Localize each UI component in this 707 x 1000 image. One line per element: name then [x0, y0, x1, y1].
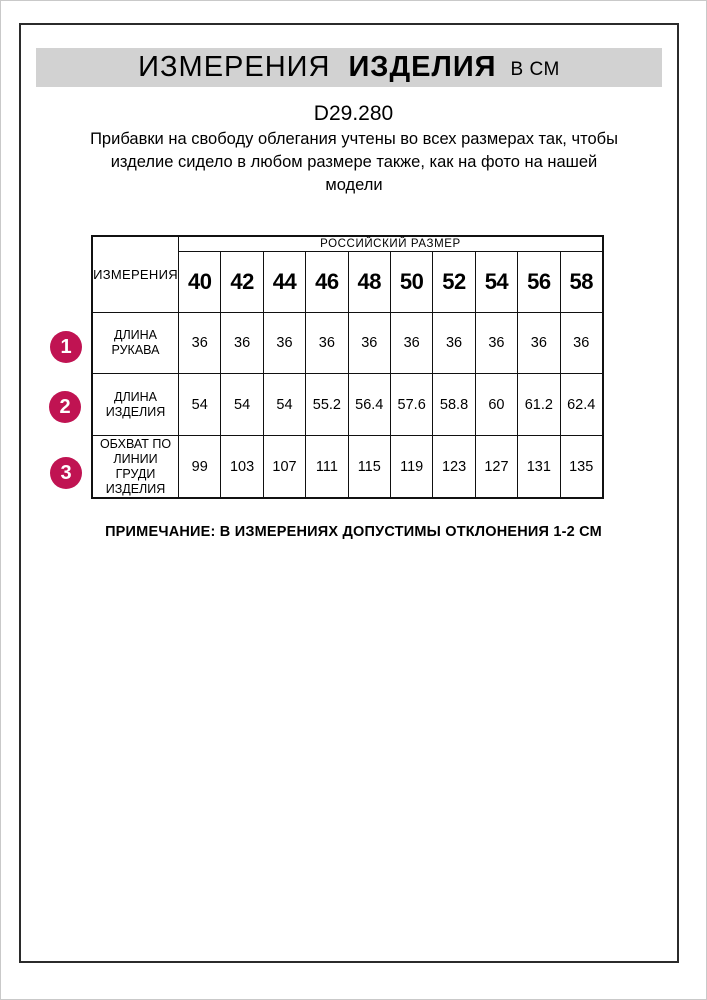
size-header-50: 50	[390, 252, 432, 313]
row-number-badge: 1	[50, 331, 82, 363]
measurements-corner-label: ИЗМЕРЕНИЯ	[92, 236, 179, 313]
size-header-54: 54	[475, 252, 517, 313]
measurement-value: 103	[221, 436, 263, 499]
russian-size-group-header: РОССИЙСКИЙ РАЗМЕР	[179, 236, 603, 252]
measurement-value: 36	[390, 313, 432, 374]
product-code: D29.280	[313, 102, 394, 125]
size-table	[91, 235, 604, 499]
size-header-46: 46	[306, 252, 348, 313]
measurement-value: 36	[263, 313, 305, 374]
measurement-value: 54	[263, 374, 305, 436]
measurement-value: 36	[221, 313, 263, 374]
row-number-badge: 2	[49, 391, 81, 423]
size-header-42: 42	[221, 252, 263, 313]
measurement-row-label: ОБХВАТ ПО ЛИНИИ ГРУДИ ИЗДЕЛИЯ	[92, 436, 179, 499]
fit-description	[74, 128, 634, 197]
tolerance-note: ПРИМЕЧАНИЕ: В ИЗМЕРЕНИЯХ ДОПУСТИМЫ ОТКЛОНЕНИЯ 1-2 СМ	[105, 524, 602, 540]
measurement-value: 36	[475, 313, 517, 374]
measurement-value: 36	[560, 313, 603, 374]
measurement-value: 115	[348, 436, 390, 499]
fit-description-line: изделие сидело в любом размере также, как на фото на нашей	[110, 153, 598, 171]
measurement-value: 123	[433, 436, 475, 499]
size-header-52: 52	[433, 252, 475, 313]
measurement-value: 36	[306, 313, 348, 374]
page-title-units: В СМ	[510, 58, 560, 80]
measurement-value: 54	[179, 374, 221, 436]
size-header-44: 44	[263, 252, 305, 313]
page-title-emphasis: ИЗДЕЛИЯ	[348, 51, 497, 83]
page-title: ИЗМЕРЕНИЯ	[138, 51, 331, 83]
size-header-58: 58	[560, 252, 603, 313]
measurement-row-label: ДЛИНА ИЗДЕЛИЯ	[92, 374, 179, 436]
fit-description-line: модели	[325, 176, 383, 194]
measurement-value: 56.4	[348, 374, 390, 436]
row-number-badge: 3	[50, 457, 82, 489]
measurement-value: 119	[390, 436, 432, 499]
table-row	[92, 374, 603, 436]
size-header-48: 48	[348, 252, 390, 313]
table-row	[92, 436, 603, 499]
measurement-value: 131	[518, 436, 560, 499]
size-header-40: 40	[179, 252, 221, 313]
measurement-value: 111	[306, 436, 348, 499]
measurement-value: 54	[221, 374, 263, 436]
measurement-value: 61.2	[518, 374, 560, 436]
measurement-value: 107	[263, 436, 305, 499]
fit-description-line: Прибавки на свободу облегания учтены во всех размерах так, чтобы	[90, 130, 618, 148]
table-row	[92, 313, 603, 374]
measurement-value: 57.6	[390, 374, 432, 436]
measurement-row-label: ДЛИНА РУКАВА	[92, 313, 179, 374]
measurement-value: 55.2	[306, 374, 348, 436]
measurement-value: 135	[560, 436, 603, 499]
title-bar	[36, 48, 662, 87]
size-header-56: 56	[518, 252, 560, 313]
measurement-value: 36	[348, 313, 390, 374]
measurement-value: 58.8	[433, 374, 475, 436]
measurement-value: 127	[475, 436, 517, 499]
measurement-value: 60	[475, 374, 517, 436]
measurement-value: 62.4	[560, 374, 603, 436]
size-table-header	[92, 236, 603, 313]
measurement-value: 36	[433, 313, 475, 374]
measurement-value: 36	[518, 313, 560, 374]
measurement-value: 36	[179, 313, 221, 374]
size-table-body	[92, 313, 603, 499]
measurement-value: 99	[179, 436, 221, 499]
